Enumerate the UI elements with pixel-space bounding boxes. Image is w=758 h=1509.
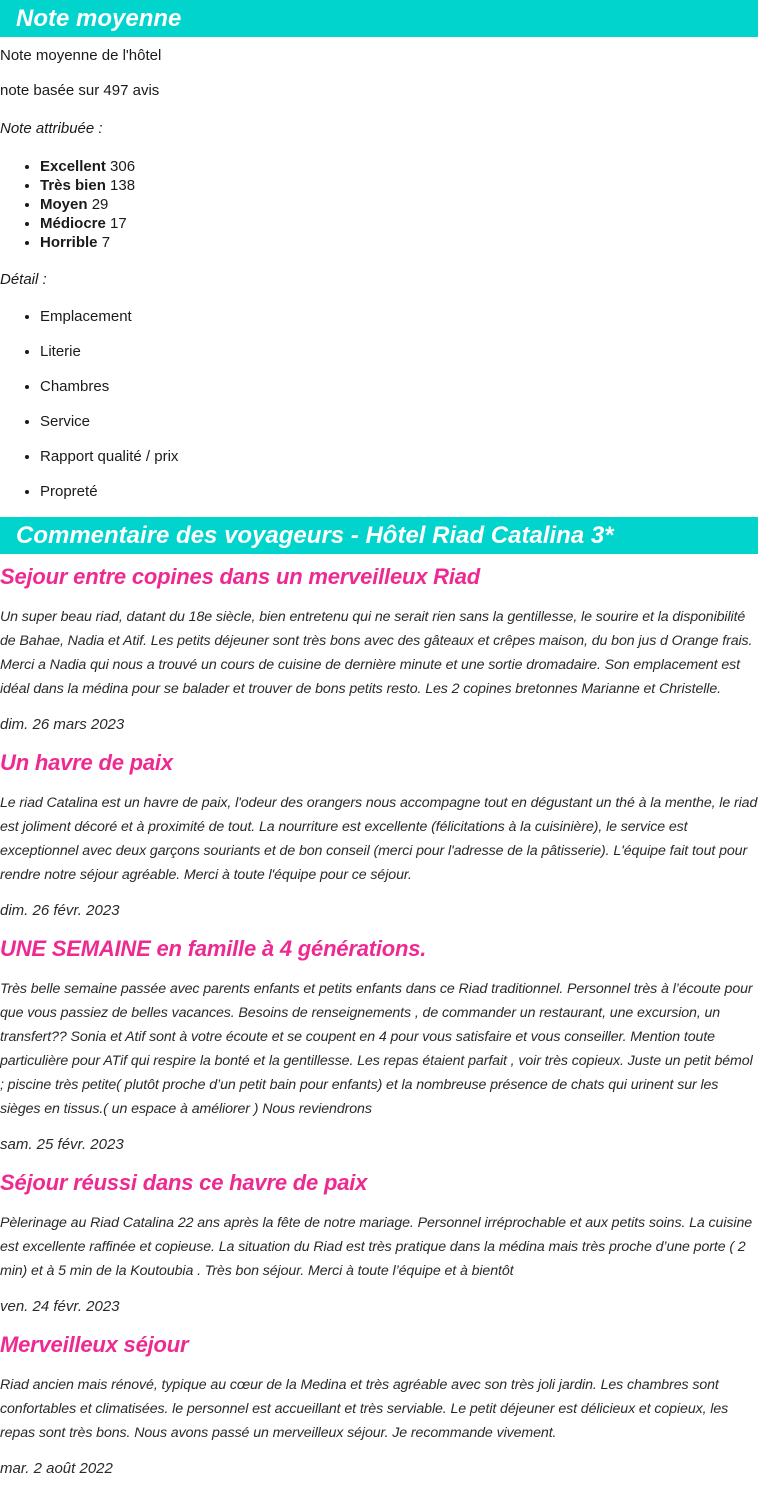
detail-label: Détail : <box>0 271 47 288</box>
rating-counts <box>0 157 758 252</box>
detail-rapport-qualite-prix: • Rapport qualité / prix <box>40 447 758 467</box>
count-label: Très bien <box>40 177 106 194</box>
review-title: Séjour réussi dans ce havre de paix <box>0 1170 368 1195</box>
count-moyen <box>40 195 758 214</box>
detail-emplacement: • Emplacement <box>40 307 758 327</box>
review-body: Riad ancien mais rénové, typique au cœur de la Medina et très agréable avec son très joli jardin. Les chambres sont confortables et climatisées. le personnel est accueillant et très serviable. Le petit déjeuner est délicieux et copieux, les repas sont très bons. Nous avons passé un merveilleux séjour. Je recommande vivement. <box>0 1377 729 1441</box>
comments-heading: Commentaire des voyageurs - Hôtel Riad Catalina 3* <box>0 517 758 554</box>
review-count: note basée sur 497 avis <box>0 82 160 99</box>
review-date: ven. 24 févr. 2023 <box>0 1298 120 1315</box>
review-body: Pèlerinage au Riad Catalina 22 ans après la fête de notre mariage. Personnel irréprochable et aux petits soins. La cuisine est excellente raffinée et copieuse. La situation du Riad est très pratique dans la médina mais très proche d’une porte ( 2 min) et à 5 min de la Koutoubia . Très bon séjour. Merci à toute l’équipe et à bientôt <box>0 1215 753 1279</box>
review-title: Un havre de paix <box>0 750 173 775</box>
rating-section <box>0 46 758 502</box>
count-label: Horrible <box>40 234 98 251</box>
count-value: 17 <box>110 215 127 232</box>
rating-details <box>0 307 758 502</box>
rating-heading: Note moyenne <box>0 0 758 37</box>
count-label: Moyen <box>40 196 88 213</box>
review-item <box>0 749 758 921</box>
review-body: Le riad Catalina est un havre de paix, l'odeur des orangers nous accompagne tout en dégustant un thé à la menthe, le riad est joliment décoré et à proximité de tout. La nourriture est excellente (félicitations à la cuisinière), le service est exceptionnel avec deux garçons souriants et de bon conseil (merci pour l'adresse de la pâtisserie). L'équipe fait tout pour rendre notre séjour agréable. Merci à toute l'équipe pour ce séjour. <box>0 795 758 883</box>
detail-chambres: • Chambres <box>40 377 758 397</box>
review-date: dim. 26 mars 2023 <box>0 716 125 733</box>
count-tres-bien <box>40 176 758 195</box>
count-mediocre <box>40 214 758 233</box>
review-body: Très belle semaine passée avec parents enfants et petits enfants dans ce Riad traditionnel. Personnel très à l’écoute pour que vous passiez de belles vacances. Besoins de renseignements , de commander un restaurant, une excursion, un transfert?? Sonia et Atif sont à votre écoute et se coupent en 4 pour vous satisfaire et vous conseiller. Mention toute particulière pour ATif qui respire la bonté et la gentillesse. Les repas étaient parfait , voir très copieux. Juste un petit bémol ; piscine très petite( plutôt proche d’un petit bain pour enfants) et la nombreuse présence de chats qui urinent sur les sièges en tissus.( un espace à améliorer ) Nous reviendrons <box>0 981 753 1117</box>
count-label: Excellent <box>40 158 106 175</box>
count-excellent <box>40 157 758 176</box>
count-value: 306 <box>110 158 136 175</box>
attributed-label: Note attribuée : <box>0 120 103 137</box>
detail-service: • Service <box>40 412 758 432</box>
review-item <box>0 563 758 735</box>
count-label: Médiocre <box>40 215 106 232</box>
review-body: Un super beau riad, datant du 18e siècle, bien entretenu qui ne serait rien sans la gentillesse, le sourire et la disponibilité de Bahae, Nadia et Atif. Les petits déjeuner sont très bons avec des gâteaux et crêpes maison, du bon jus d Orange frais. Merci a Nadia qui nous a trouvé un cours de cuisine de dernière minute et une sortie dromadaire. Son emplacement est idéal dans la médina pour se balader et trouver de bons petits resto. Les 2 copines bretonnes Marianne et Christelle. <box>0 609 753 697</box>
detail-proprete: • Propreté <box>40 482 758 502</box>
review-date: mar. 2 août 2022 <box>0 1460 113 1477</box>
count-horrible <box>40 233 758 252</box>
review-title: Sejour entre copines dans un merveilleux Riad <box>0 564 481 589</box>
count-value: 29 <box>91 196 109 213</box>
detail-literie: • Literie <box>40 342 758 362</box>
review-date: sam. 25 févr. 2023 <box>0 1136 124 1153</box>
review-item <box>0 1169 758 1317</box>
review-title: Merveilleux séjour <box>0 1332 189 1357</box>
review-date: dim. 26 févr. 2023 <box>0 902 120 919</box>
count-value: 7 <box>101 234 111 251</box>
rating-subtitle: Note moyenne de l'hôtel <box>0 47 162 64</box>
review-item <box>0 1331 758 1479</box>
review-item <box>0 935 758 1155</box>
count-value: 138 <box>110 177 136 194</box>
review-title: UNE SEMAINE en famille à 4 générations. <box>0 936 427 961</box>
reviews-list <box>0 563 758 1479</box>
